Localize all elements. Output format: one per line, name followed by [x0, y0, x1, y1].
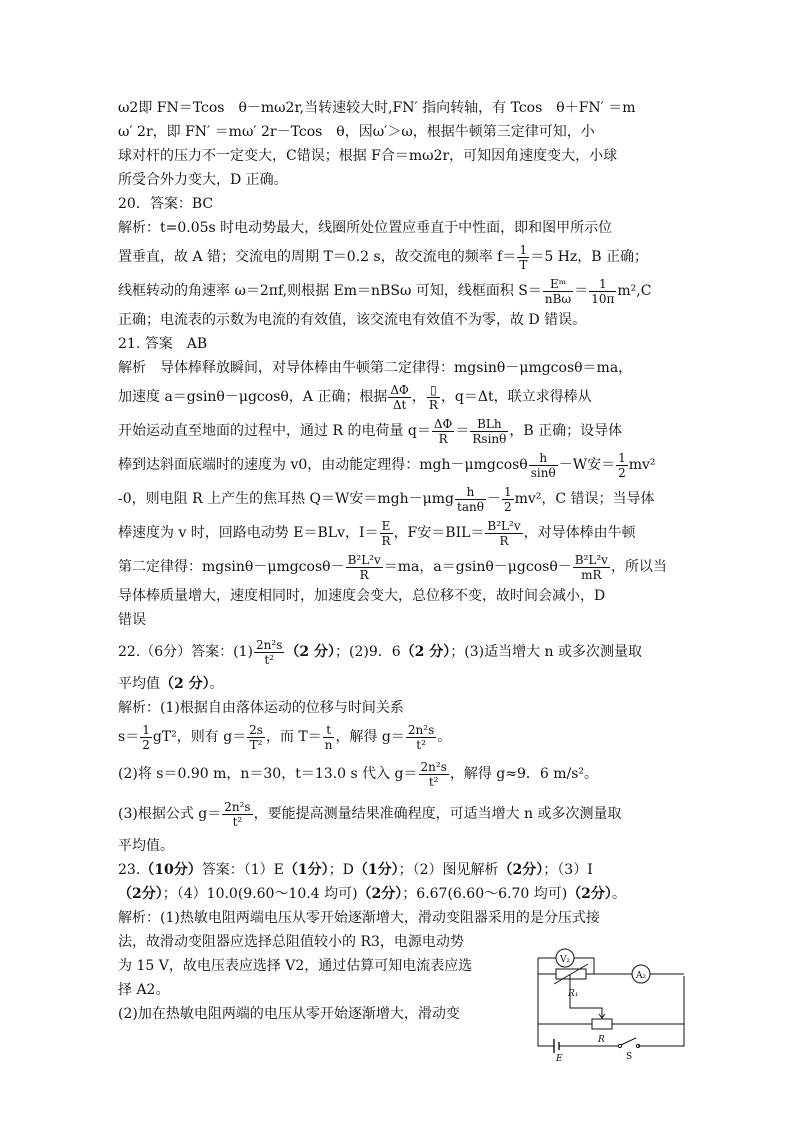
ammeter-label: A₂ — [635, 971, 647, 981]
fraction: $\frac{\Delta\Phi}{R}$ — [433, 416, 453, 446]
q23-answer: 23.（10分）答案：（1）E（1分）；D（1分）；（2）图见解析（2分）；（3）I — [118, 862, 593, 878]
rheostat-icon — [592, 1019, 612, 1029]
text-line: 置垂直，故 A 错；交流电的周期 T＝0.2 s，故交流电的频率 f＝ $\frac{1}{T}$ ＝5 Hz，B 正确； — [118, 242, 649, 272]
text-line: 棒到达斜面底端时的速度为 v0，由动能定理得：mgh－μmgcosθ $\frac{h}{\sin\theta}$ －W安＝ $\frac{1}{2}$ mv² — [118, 450, 656, 480]
thermistor-slash — [554, 964, 588, 984]
battery-label: E — [556, 1054, 563, 1062]
text-line: (2)加在热敏电阻两端的电压从零开始逐渐增大，滑动变 — [118, 1006, 460, 1022]
fraction: $\frac{\text{2n²s}}{\text{t²}}$ — [420, 759, 447, 789]
text-line: 球对杆的压力不一定变大，C错误；根据 F合＝mω2r，可知因角速度变大，小球 — [118, 148, 618, 164]
answer-document — [118, 96, 690, 1026]
q20-answer: 20．答案：BC — [118, 196, 214, 212]
fraction: $\frac{h}{\tan\theta}$ — [457, 484, 484, 514]
fraction: $\frac{\text{B²L²v}}{mR}$ — [574, 552, 608, 582]
text-line: 平均值。 — [118, 838, 174, 854]
fraction: $\frac{t}{n}$ — [324, 722, 333, 752]
text-line: (3)根据公式 g＝ $\frac{\text{2n²s}}{\text{t²}}$ ，要能提高测量结果准确程度，可适当增大 n 或多次测量取 — [118, 799, 622, 829]
fraction: $\frac{\Delta\Phi}{\Delta t}$ — [390, 382, 409, 412]
fraction: $\frac{h}{\sin\theta}$ — [530, 450, 556, 480]
fraction: $\frac{\text{BLh}}{Rsin\theta}$ — [472, 416, 507, 446]
text-line: 解析：t=0.05s 时电动势最大，线圈所处位置应垂直于中性面，即和图甲所示位 — [118, 220, 613, 236]
text-line: 所受合外力变大，D 正确。 — [118, 172, 288, 188]
switch-label: S — [626, 1052, 633, 1062]
fraction: $\frac{1}{10\pi}$ — [591, 276, 615, 306]
fraction: $\frac{1}{2}$ — [142, 722, 150, 752]
fraction: $\frac{1}{2}$ — [618, 450, 626, 480]
fraction: $\frac{E}{R}$ — [381, 518, 391, 548]
text-line: 第二定律得：mgsinθ－μmgcosθ－ $\frac{\text{B²L²v}}{R}$ ＝ma，a＝gsinθ－μgcosθ－ $\frac{\text{B²L²v}}{mR}$ ，所以当 — [118, 552, 667, 582]
q21-answer: 21. 答案 AB — [118, 336, 208, 352]
text-line: （2分）；（4）10.0(9.60～10.4 均可)（2分）；6.67(6.60～6.70 均可)（2分）。 — [118, 886, 626, 902]
fraction: $\frac{\text{2n²s}}{\text{t²}}$ — [224, 799, 251, 829]
text-line: 开始运动直至地面的过程中，通过 R 的电荷量 q＝ $\frac{\Delta\Phi}{R}$ ＝ $\frac{\text{BLh}}{Rsin\theta}$ ，B 正确；设导体 — [118, 416, 623, 446]
text-line: 导体棒质量增大，速度相同时，加速度会变大，总位移不变，故时间会减小，D — [118, 588, 606, 604]
fraction: $\frac{2s}{\text{T²}}$ — [249, 722, 263, 752]
fraction: $\frac{\text{Eᵐ}}{\text{nBω}}$ — [544, 276, 572, 306]
text-line: 解析：(1)根据自由落体运动的位移与时间关系 — [118, 700, 404, 716]
switch-lever — [621, 1038, 636, 1045]
text-line: 加速度 a＝gsinθ－μgcosθ，A 正确；根据 $\frac{\Delta\Phi}{\Delta t}$ ， $\frac{▯}{R}$ ，q＝Δt，联立求得棒从 — [118, 382, 592, 412]
fraction: $\frac{1}{T}$ — [519, 242, 528, 272]
fraction: $\frac{▯}{R}$ — [428, 382, 438, 412]
text-line: 线框转动的角速率 ω＝2πf,则根据 Em＝nBSω 可知，线框面积 S＝ $\frac{\text{Eᵐ}}{\text{nBω}}$ ＝ $\frac{1}{10\pi}$ m²,C — [118, 276, 652, 306]
fraction: $\frac{\text{B²L²v}}{R}$ — [487, 518, 521, 548]
text-line: 正确；电流表的示数为电流的有效值，该交流电有效值不为零，故 D 错误。 — [118, 312, 587, 328]
text-line: 棒速度为 v 时，回路电动势 E＝BLv，I＝ $\frac{E}{R}$ ，F安＝BIL＝ $\frac{\text{B²L²v}}{R}$ ，对导体棒由牛顿 — [118, 518, 636, 548]
voltmeter-label: V₂ — [559, 955, 571, 965]
text-line: 为 15 V，故电压表应选择 V2，通过估算可知电流表应选 — [118, 958, 473, 974]
text-line: 错误 — [118, 612, 146, 628]
text-line: 平均值（2 分）。 — [118, 676, 224, 692]
fraction: $\frac{1}{2}$ — [503, 484, 512, 514]
fraction: $\frac{\text{2n²s}}{\text{t²}}$ — [256, 637, 283, 667]
rheostat-label: R — [598, 1035, 605, 1045]
text-line: 解析 导体棒释放瞬间，对导体棒由牛顿第二定律得：mgsinθ－μmgcosθ＝ma， — [118, 360, 633, 376]
text-line: 择 A2。 — [118, 982, 170, 998]
text-line: (2)将 s＝0.90 m，n＝30，t＝13.0 s 代入 g＝ $\frac{\text{2n²s}}{\text{t²}}$ ，解得 g≈9．6 m/s²。 — [118, 759, 599, 789]
text-line: 解析：(1)热敏电阻两端电压从零开始逐渐增大，滑动变阻器采用的是分压式接 — [118, 910, 600, 926]
fraction: $\frac{\text{2n²s}}{\text{t²}}$ — [407, 722, 435, 752]
fraction: $\frac{\text{B²L²v}}{R}$ — [347, 552, 381, 582]
text-line: -0，则电阻 R 上产生的焦耳热 Q＝W安＝mgh－μmg $\frac{h}{\tan\theta}$ － $\frac{1}{2}$ mv²，C 错误；当导体 — [118, 484, 655, 514]
text-line: s＝ $\frac{1}{2}$ gT²，则有 g＝ $\frac{2s}{\text{T²}}$ ，而 T＝ $\frac{t}{n}$ ，解得 g＝ $\frac{\text{2n²s}}{\text{t²}}$ 。 — [118, 722, 452, 752]
text-line: 法，故滑动变阻器应选择总阻值较小的 R3，电源电动势 — [118, 934, 464, 950]
q22-answer: 22.（6分）答案：(1) $\frac{\text{2n²s}}{\text{t²}}$ （2 分）；(2)9．6（2 分）；(3)适当增大 n 或多次测量取 — [118, 637, 643, 667]
text-line: ω′ 2r，即 FN′ ＝mω′ 2r－Tcos θ，因ω′＞ω，根据牛顿第三定律可知，小 — [118, 124, 595, 140]
circuit-wire — [538, 958, 684, 1046]
circuit-diagram — [534, 938, 692, 1062]
battery-icon — [554, 1039, 559, 1053]
thermistor-label: R₁ — [568, 989, 579, 999]
text-line: ω2即 FN＝Tcos θ－mω2r,当转速较大时,FN′ 指向转轴，有 Tcos θ＋FN′ ＝m — [118, 100, 636, 116]
